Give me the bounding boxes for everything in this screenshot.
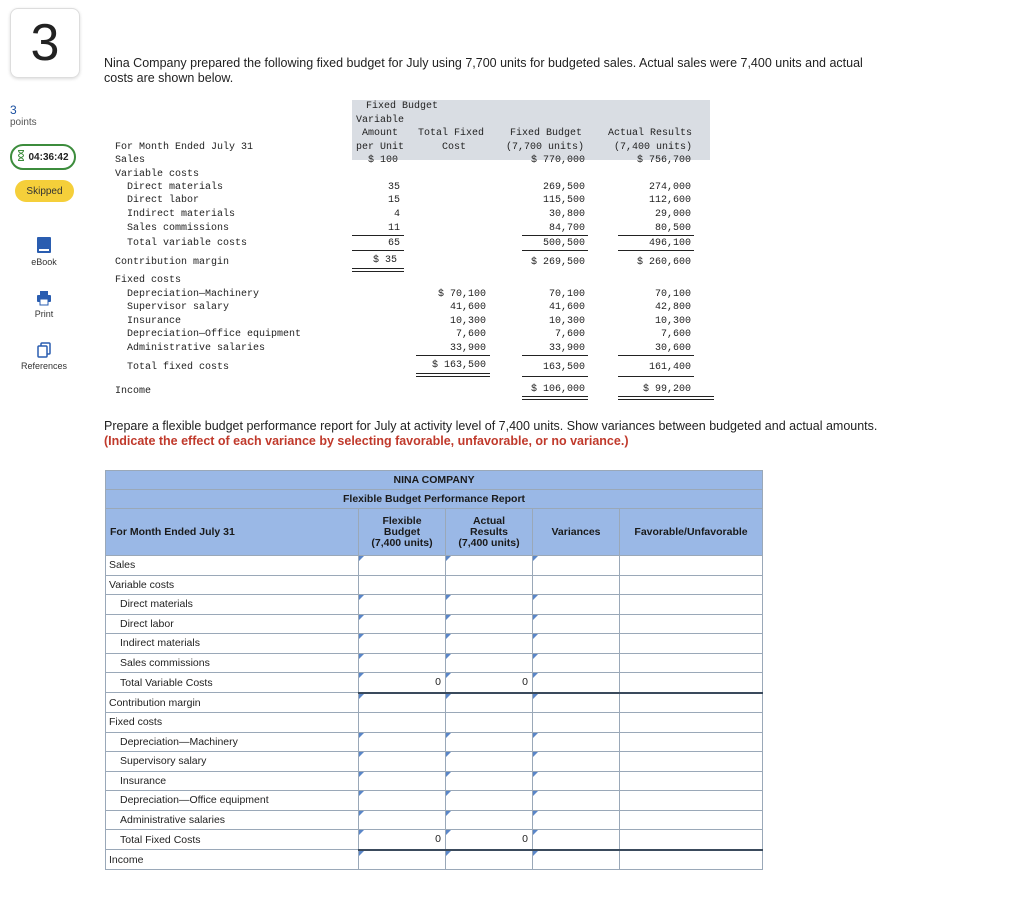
ebook-button[interactable]: [10, 236, 78, 267]
fb-dm-label: Direct materials: [127, 182, 224, 193]
fb-col-tfc-l2: Cost: [442, 142, 467, 153]
underline: [618, 250, 694, 251]
fb-tfc-fb: 163,500: [542, 362, 585, 373]
input-marker-icon: [446, 791, 451, 796]
timer[interactable]: [10, 144, 76, 170]
input-marker-icon: [533, 811, 538, 816]
fb-tfc-ar: 161,400: [648, 362, 691, 373]
fb-adm-ar: 30,600: [654, 343, 691, 354]
documents-icon: [36, 342, 52, 358]
underline: [522, 355, 588, 356]
row-label: Direct labor: [106, 614, 359, 634]
form-row: [106, 634, 763, 654]
input-marker-icon: [446, 830, 451, 835]
empty-cell: [533, 713, 620, 733]
print-label: Print: [34, 309, 54, 319]
row-label: Depreciation—Machinery: [106, 732, 359, 752]
variance-input[interactable]: [533, 634, 620, 654]
row-label: Total Fixed Costs: [106, 830, 359, 850]
underline: [416, 355, 490, 356]
input-marker-icon: [446, 673, 451, 678]
fb-tvc-var: 65: [387, 238, 400, 249]
fb-col-ar-l1: Actual Results: [608, 128, 693, 139]
cell-value: 0: [522, 833, 528, 845]
fb-sales-label: Sales: [115, 155, 146, 166]
underline: [416, 376, 490, 377]
actual-results-input[interactable]: [446, 752, 533, 772]
input-marker-icon: [446, 595, 451, 600]
fb-im-label: Indirect materials: [127, 209, 236, 220]
input-marker-icon: [446, 654, 451, 659]
input-marker-icon: [359, 654, 364, 659]
fb-im-fb: 30,800: [548, 209, 585, 220]
col-flexible-budget: [359, 509, 446, 556]
row-label: Administrative salaries: [106, 810, 359, 830]
variance-input[interactable]: [533, 673, 620, 693]
form-company: NINA COMPANY: [106, 471, 763, 490]
col-flex-l2: Budget: [383, 525, 421, 538]
fb-dl-label: Direct labor: [127, 195, 200, 206]
fb-tvc-ar: 496,100: [648, 238, 691, 249]
question-task: [104, 419, 894, 449]
variance-input[interactable]: [533, 791, 620, 811]
form-row: [106, 830, 763, 850]
actual-results-input[interactable]: [446, 653, 533, 673]
form-row: [106, 732, 763, 752]
fb-header-top: Fixed Budget: [366, 101, 439, 112]
underline: [618, 396, 714, 397]
task-text: Prepare a flexible budget performance report for July at activity level of 7,400 units. Show variances between budgeted and actual amounts.: [104, 419, 878, 433]
fb-col-fb-l2: (7,700 units): [506, 142, 585, 153]
underline: [522, 399, 588, 400]
underline: [618, 376, 694, 377]
input-marker-icon: [359, 615, 364, 620]
fb-varcosts-label: Variable costs: [115, 169, 200, 180]
row-label: Depreciation—Office equipment: [106, 791, 359, 811]
empty-cell: [620, 575, 763, 595]
flexible-budget-form: [105, 470, 762, 870]
input-marker-icon: [533, 556, 538, 561]
input-marker-icon: [359, 733, 364, 738]
input-marker-icon: [359, 595, 364, 600]
col-act-l1: Actual: [472, 514, 506, 527]
form-row: [106, 810, 763, 830]
variance-input[interactable]: [533, 850, 620, 870]
variance-input[interactable]: [533, 771, 620, 791]
input-marker-icon: [533, 654, 538, 659]
fb-im-var: 4: [393, 209, 400, 220]
flexible-budget-input[interactable]: [359, 771, 446, 791]
fb-cm-ar: $ 260,600: [636, 257, 691, 268]
row-label: Fixed costs: [106, 713, 359, 733]
row-label: Income: [106, 850, 359, 870]
favorable-unfavorable-select[interactable]: [620, 634, 763, 654]
underline: [352, 235, 404, 236]
fb-cm-fb: $ 269,500: [530, 257, 585, 268]
col-favorable-unfavorable: Favorable/Unfavorable: [620, 509, 763, 556]
flexible-budget-input[interactable]: [359, 732, 446, 752]
fb-depm-ar: 70,100: [654, 289, 691, 300]
form-row: [106, 575, 763, 595]
form-row: [106, 556, 763, 576]
fb-ins-label: Insurance: [127, 316, 182, 327]
fb-depm-fb: 70,100: [548, 289, 585, 300]
flexible-budget-input[interactable]: [359, 830, 446, 850]
underline: [352, 271, 404, 272]
fb-cm-var: $ 35: [373, 255, 398, 266]
input-marker-icon: [446, 634, 451, 639]
input-marker-icon: [533, 694, 538, 699]
fb-sales-var: $ 100: [368, 155, 399, 166]
input-marker-icon: [359, 791, 364, 796]
input-marker-icon: [533, 791, 538, 796]
print-button[interactable]: [10, 290, 78, 319]
row-label: Direct materials: [106, 595, 359, 615]
row-label: Sales: [106, 556, 359, 576]
status-badge: Skipped: [15, 180, 74, 202]
fb-col-var-l1: Variable: [356, 115, 405, 126]
empty-cell: [446, 575, 533, 595]
timer-value: 04:36:42: [28, 151, 69, 163]
form-row: [106, 693, 763, 713]
hourglass-icon: [17, 150, 25, 164]
flexible-budget-input[interactable]: [359, 673, 446, 693]
input-marker-icon: [446, 694, 451, 699]
fb-col-ar-l2: (7,400 units): [614, 142, 693, 153]
flexible-budget-input[interactable]: [359, 595, 446, 615]
input-marker-icon: [359, 811, 364, 816]
input-marker-icon: [359, 556, 364, 561]
fb-depo-fb: 7,600: [554, 329, 585, 340]
flexible-budget-input[interactable]: [359, 810, 446, 830]
favorable-unfavorable-select[interactable]: [620, 791, 763, 811]
input-marker-icon: [446, 556, 451, 561]
fb-sc-label: Sales commissions: [127, 223, 230, 234]
col-act-l2: Results: [470, 525, 508, 538]
favorable-unfavorable-select[interactable]: [620, 614, 763, 634]
variance-input[interactable]: [533, 732, 620, 752]
input-marker-icon: [533, 595, 538, 600]
fb-dm-var: 35: [387, 182, 400, 193]
favorable-unfavorable-select[interactable]: [620, 850, 763, 870]
fb-dm-ar: 274,000: [648, 182, 691, 193]
fb-dm-fb: 269,500: [542, 182, 585, 193]
fb-tvc-fb: 500,500: [542, 238, 585, 249]
input-marker-icon: [359, 830, 364, 835]
question-intro: Nina Company prepared the following fixed budget for July using 7,700 units for budgeted sales. Actual sales were 7,400 units and actual costs are shown below.: [104, 56, 863, 85]
input-marker-icon: [446, 733, 451, 738]
empty-cell: [533, 575, 620, 595]
fb-ins-tfc: 10,300: [449, 316, 486, 327]
input-marker-icon: [533, 772, 538, 777]
col-actual-results: [446, 509, 533, 556]
variance-input[interactable]: [533, 810, 620, 830]
row-label: Insurance: [106, 771, 359, 791]
input-marker-icon: [446, 772, 451, 777]
input-marker-icon: [359, 673, 364, 678]
actual-results-input[interactable]: [446, 614, 533, 634]
fb-tfc-tfc: $ 163,500: [431, 360, 486, 371]
row-label: Contribution margin: [106, 693, 359, 713]
input-marker-icon: [533, 615, 538, 620]
col-flex-l3: (7,400 units): [371, 536, 433, 549]
cell-value: 0: [435, 676, 441, 688]
favorable-unfavorable-select[interactable]: [620, 810, 763, 830]
references-label: References: [20, 361, 68, 371]
underline: [618, 355, 694, 356]
fb-period: For Month Ended July 31: [115, 142, 254, 153]
question-number: 3: [10, 8, 80, 78]
favorable-unfavorable-select[interactable]: [620, 673, 763, 693]
underline: [352, 268, 404, 269]
flexible-budget-input[interactable]: [359, 791, 446, 811]
flexible-budget-input[interactable]: [359, 556, 446, 576]
points-label: points: [10, 117, 37, 128]
flexible-budget-input[interactable]: [359, 614, 446, 634]
input-marker-icon: [359, 752, 364, 757]
fb-sales-fb: $ 770,000: [530, 155, 585, 166]
form-title: Flexible Budget Performance Report: [106, 490, 763, 509]
fb-income-ar: $ 99,200: [642, 384, 691, 395]
fb-dl-fb: 115,500: [542, 195, 585, 206]
form-row: [106, 653, 763, 673]
favorable-unfavorable-select[interactable]: [620, 830, 763, 850]
variance-input[interactable]: [533, 556, 620, 576]
fb-sales-ar: $ 756,700: [636, 155, 691, 166]
favorable-unfavorable-select[interactable]: [620, 693, 763, 713]
favorable-unfavorable-select[interactable]: [620, 556, 763, 576]
input-marker-icon: [359, 694, 364, 699]
fb-sc-var: 11: [387, 223, 400, 234]
input-marker-icon: [446, 615, 451, 620]
form-row: [106, 791, 763, 811]
input-marker-icon: [446, 752, 451, 757]
fb-col-tfc-l1: Total Fixed: [418, 128, 485, 139]
empty-cell: [359, 713, 446, 733]
points-value: 3: [10, 103, 17, 117]
input-marker-icon: [533, 634, 538, 639]
favorable-unfavorable-select[interactable]: [620, 752, 763, 772]
fb-depo-ar: 7,600: [660, 329, 691, 340]
fb-col-var-l3: per Unit: [356, 142, 405, 153]
actual-results-input[interactable]: [446, 771, 533, 791]
fb-adm-fb: 33,900: [548, 343, 585, 354]
variance-input[interactable]: [533, 614, 620, 634]
variance-input[interactable]: [533, 653, 620, 673]
fb-sup-label: Supervisor salary: [127, 302, 230, 313]
actual-results-input[interactable]: [446, 810, 533, 830]
fb-depm-tfc: $ 70,100: [437, 289, 486, 300]
fb-depo-label: Depreciation—Office equipment: [127, 329, 302, 340]
cell-value: 0: [435, 833, 441, 845]
underline: [618, 235, 694, 236]
actual-results-input[interactable]: [446, 850, 533, 870]
form-row: [106, 771, 763, 791]
task-emphasis: (Indicate the effect of each variance by selecting favorable, unfavorable, or no variance.): [104, 434, 629, 448]
cell-value: 0: [522, 676, 528, 688]
fb-sup-tfc: 41,600: [449, 302, 486, 313]
empty-cell: [620, 713, 763, 733]
fb-sup-fb: 41,600: [548, 302, 585, 313]
col-variances: Variances: [533, 509, 620, 556]
form-row: [106, 673, 763, 693]
fb-cm-label: Contribution margin: [115, 257, 230, 268]
ebook-label: eBook: [31, 257, 57, 267]
actual-results-input[interactable]: [446, 791, 533, 811]
row-label: Supervisory salary: [106, 752, 359, 772]
flexible-budget-input[interactable]: [359, 653, 446, 673]
input-marker-icon: [359, 772, 364, 777]
form-row: [106, 752, 763, 772]
row-label: Variable costs: [106, 575, 359, 595]
fb-im-ar: 29,000: [654, 209, 691, 220]
flexible-budget-input[interactable]: [359, 634, 446, 654]
input-marker-icon: [359, 634, 364, 639]
underline: [522, 376, 588, 377]
actual-results-input[interactable]: [446, 556, 533, 576]
variance-input[interactable]: [533, 693, 620, 713]
fb-col-fb-l1: Fixed Budget: [510, 128, 583, 139]
underline: [522, 235, 588, 236]
actual-results-input[interactable]: [446, 693, 533, 713]
flexible-budget-input[interactable]: [359, 752, 446, 772]
fb-income-fb: $ 106,000: [530, 384, 585, 395]
fb-tvc-label: Total variable costs: [127, 238, 248, 249]
input-marker-icon: [533, 733, 538, 738]
input-marker-icon: [446, 851, 451, 856]
input-marker-icon: [533, 752, 538, 757]
row-label: Total Variable Costs: [106, 673, 359, 693]
row-label: Indirect materials: [106, 634, 359, 654]
flexible-budget-input[interactable]: [359, 693, 446, 713]
input-marker-icon: [533, 830, 538, 835]
book-icon: [36, 236, 52, 254]
underline: [416, 373, 490, 374]
col-flex-l1: Flexible: [382, 514, 422, 527]
fb-sup-ar: 42,800: [654, 302, 691, 313]
input-marker-icon: [533, 673, 538, 678]
input-marker-icon: [446, 811, 451, 816]
actual-results-input[interactable]: [446, 673, 533, 693]
underline: [618, 399, 714, 400]
fb-fixed-label: Fixed costs: [115, 275, 182, 286]
input-marker-icon: [359, 851, 364, 856]
favorable-unfavorable-select[interactable]: [620, 771, 763, 791]
fb-sc-ar: 80,500: [654, 223, 691, 234]
underline: [522, 396, 588, 397]
form-period: For Month Ended July 31: [106, 509, 359, 556]
fb-ins-fb: 10,300: [548, 316, 585, 327]
col-act-l3: (7,400 units): [458, 536, 520, 549]
fixed-budget-table: [108, 100, 710, 402]
form-row: [106, 614, 763, 634]
fb-depo-tfc: 7,600: [455, 329, 486, 340]
variance-input[interactable]: [533, 830, 620, 850]
fb-dl-var: 15: [387, 195, 400, 206]
flexible-budget-input[interactable]: [359, 850, 446, 870]
favorable-unfavorable-select[interactable]: [620, 653, 763, 673]
underline: [522, 250, 588, 251]
fb-dl-ar: 112,600: [648, 195, 691, 206]
favorable-unfavorable-select[interactable]: [620, 732, 763, 752]
fb-adm-tfc: 33,900: [449, 343, 486, 354]
underline: [352, 250, 404, 251]
empty-cell: [359, 575, 446, 595]
input-marker-icon: [533, 851, 538, 856]
fb-tfc-label: Total fixed costs: [127, 362, 230, 373]
fb-depm-label: Depreciation—Machinery: [127, 289, 260, 300]
fb-ins-ar: 10,300: [654, 316, 691, 327]
fb-income-label: Income: [115, 386, 152, 397]
fb-adm-label: Administrative salaries: [127, 343, 266, 354]
form-row: [106, 595, 763, 615]
form-row: [106, 713, 763, 733]
actual-results-input[interactable]: [446, 830, 533, 850]
actual-results-input[interactable]: [446, 634, 533, 654]
fb-sc-fb: 84,700: [548, 223, 585, 234]
favorable-unfavorable-select[interactable]: [620, 595, 763, 615]
variance-input[interactable]: [533, 752, 620, 772]
printer-icon: [36, 290, 52, 306]
empty-cell: [446, 713, 533, 733]
actual-results-input[interactable]: [446, 595, 533, 615]
actual-results-input[interactable]: [446, 732, 533, 752]
row-label: Sales commissions: [106, 653, 359, 673]
form-row: [106, 850, 763, 870]
references-button[interactable]: [10, 342, 78, 371]
variance-input[interactable]: [533, 595, 620, 615]
fb-col-var-l2: Amount: [362, 128, 399, 139]
